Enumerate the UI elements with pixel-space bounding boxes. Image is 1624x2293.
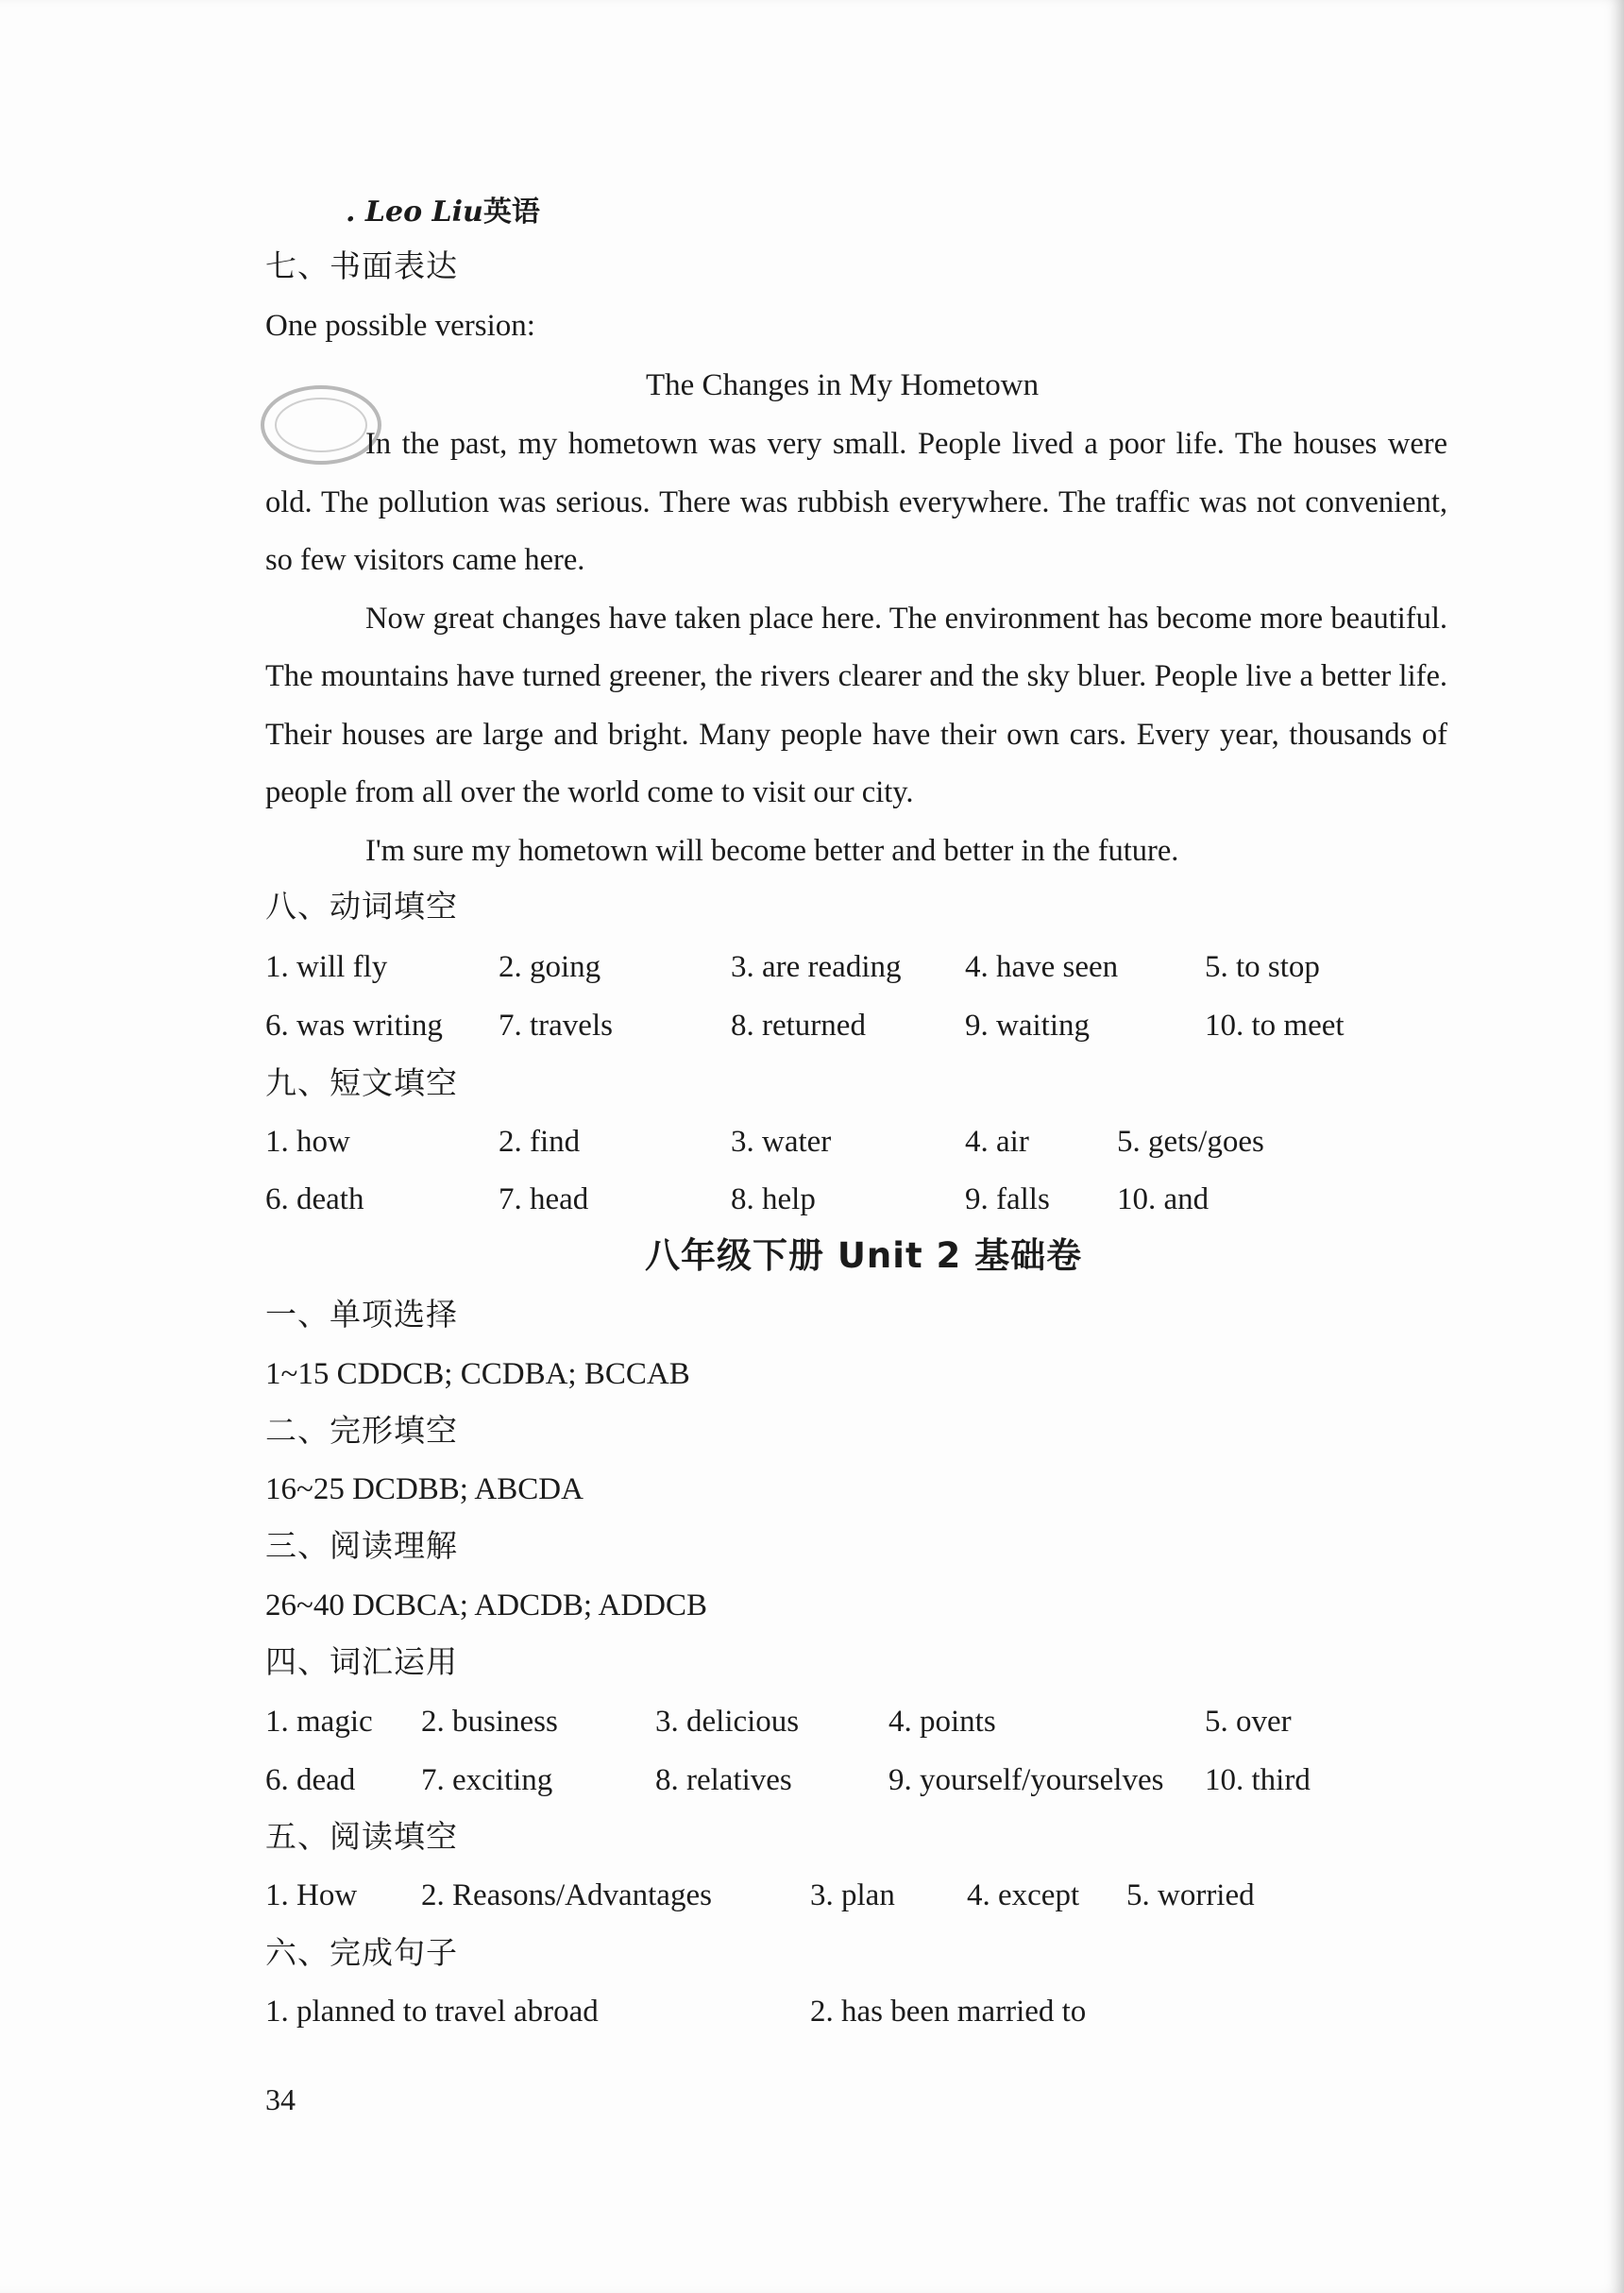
answer-item: 4. points (888, 1705, 996, 1739)
answer-item: 8. returned (731, 1009, 866, 1043)
section-heading-sentences: 六、完成句子 (265, 1934, 458, 1971)
answer-item: 2. going (499, 950, 601, 984)
answer-item: 1. magic (265, 1705, 373, 1739)
section-heading-reading: 三、阅读理解 (265, 1527, 458, 1564)
answer-item: 1. will fly (265, 950, 388, 984)
essay-paragraph: I'm sure my hometown will become better and better in the future. (365, 833, 1179, 868)
answer-item: 3. are reading (731, 950, 902, 984)
answer-item: 8. relatives (655, 1763, 792, 1797)
section-heading-cloze-test: 二、完形填空 (265, 1412, 458, 1449)
answer-item: 5. worried (1126, 1878, 1255, 1912)
section-heading-choice: 一、单项选择 (265, 1296, 458, 1333)
answer-line: 1~15 CDDCB; CCDBA; BCCAB (265, 1357, 690, 1391)
section-heading-cloze: 九、短文填空 (265, 1064, 458, 1101)
answer-item: 5. over (1205, 1705, 1292, 1739)
answer-item: 2. has been married to (810, 1995, 1087, 2029)
answer-item: 9. waiting (965, 1009, 1090, 1043)
answer-item: 10. and (1117, 1182, 1210, 1216)
page-number: 34 (265, 2082, 296, 2116)
answer-item: 9. yourself/yourselves (888, 1763, 1164, 1797)
answer-item: 10. to meet (1205, 1009, 1345, 1043)
answer-line: 26~40 DCBCA; ADCDB; ADDCB (265, 1588, 708, 1622)
answer-item: 10. third (1205, 1763, 1311, 1797)
brand-name-cn: 英语 (482, 195, 540, 229)
answer-item: 7. head (499, 1182, 589, 1216)
section-heading-writing: 七、书面表达 (265, 247, 458, 284)
section-heading-reading-fill: 五、阅读填空 (265, 1818, 458, 1855)
answer-item: 8. help (731, 1182, 816, 1216)
answer-item: 4. except (967, 1878, 1080, 1912)
section-heading-vocabulary: 四、词汇运用 (265, 1643, 458, 1680)
writing-intro: One possible version: (265, 309, 535, 343)
essay-paragraph: In the past, my hometown was very small. People lived a poor life. The houses were old. The pollution was serious. There was rubbish everywhere. The traffic was not convenient, so few visitors came here. (265, 427, 1447, 577)
answer-item: 1. planned to travel abroad (265, 1995, 599, 2029)
answer-item: 1. how (265, 1125, 350, 1159)
answer-item: 5. to stop (1205, 950, 1320, 984)
answer-item: 7. exciting (421, 1763, 553, 1797)
answer-item: 9. falls (965, 1182, 1050, 1216)
answer-item: 6. was writing (265, 1009, 443, 1043)
answer-item: 5. gets/goes (1117, 1125, 1264, 1159)
answer-line: 16~25 DCDBB; ABCDA (265, 1472, 584, 1506)
answer-item: 3. plan (810, 1878, 895, 1912)
essay-title: The Changes in My Hometown (646, 368, 1040, 402)
answer-item: 7. travels (499, 1009, 613, 1043)
brand-name: . Leo Liu (346, 195, 483, 229)
essay-body (265, 416, 1447, 880)
answer-item: 2. find (499, 1125, 581, 1159)
answer-item: 4. have seen (965, 950, 1119, 984)
section-heading-verbs: 八、动词填空 (265, 888, 458, 925)
answer-item: 3. water (731, 1125, 832, 1159)
answer-item: 6. death (265, 1182, 364, 1216)
answer-item: 1. How (265, 1878, 358, 1912)
answer-item: 3. delicious (655, 1705, 800, 1739)
brand-logo (346, 194, 540, 231)
answer-item: 6. dead (265, 1763, 356, 1797)
answer-item: 2. business (421, 1705, 558, 1739)
essay-paragraph: Now great changes have taken place here. The environment has become more beautiful. The mountains have turned greener, the rivers clearer and the sky bluer. People live a better life. Their houses are large and bright. Many people have their own cars. Every year, thousands of people from all over the world come to visit our city. (265, 601, 1447, 809)
answer-item: 2. Reasons/Advantages (421, 1878, 712, 1912)
unit-title: 八年级下册 Unit 2 基础卷 (645, 1235, 1083, 1276)
answer-item: 4. air (965, 1125, 1029, 1159)
